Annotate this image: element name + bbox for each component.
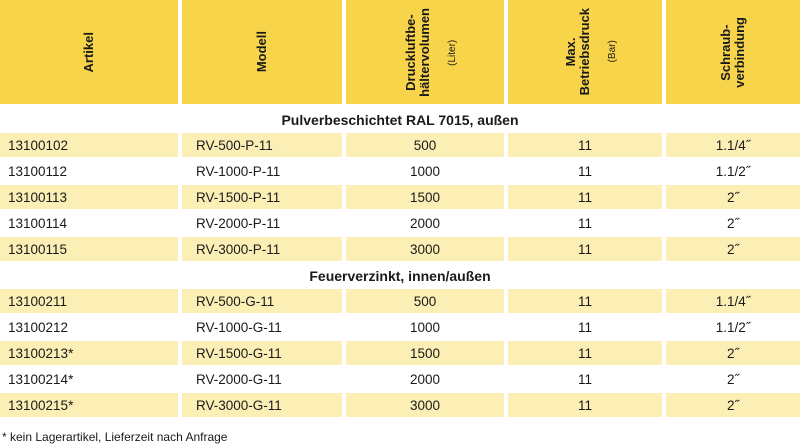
volumen-cell: 500 [346, 133, 504, 157]
schraubverbindung-cell: 2˝ [726, 215, 739, 231]
table-header [0, 0, 800, 104]
betriebsdruck-cell: 11 [577, 319, 592, 335]
modell-cell: RV-1500-G-11 [182, 341, 342, 365]
volumen-cell: 500 [346, 289, 504, 313]
table-row [0, 289, 800, 313]
schraubverbindung-cell: 2˝ [726, 371, 739, 387]
betriebsdruck-cell: 11 [577, 215, 592, 231]
artikel-cell: 13100212 [8, 319, 69, 335]
volumen-cell: 1500 [346, 185, 504, 209]
table-row [0, 185, 800, 209]
artikel-cell: 13100113 [0, 185, 178, 209]
table-row [0, 133, 800, 157]
betriebsdruck-cell: 11 [508, 185, 662, 209]
artikel-cell: 13100213* [0, 341, 178, 365]
volumen-cell: 2000 [409, 215, 441, 231]
table-row [0, 237, 800, 261]
artikel-cell: 13100215* [0, 393, 178, 417]
artikel-cell: 13100211 [0, 289, 178, 313]
table-row [0, 367, 800, 391]
modell-cell: RV-3000-P-11 [182, 237, 342, 261]
table-row [0, 211, 800, 235]
header-artikel-label: Artikel [81, 31, 96, 73]
table-row [0, 159, 800, 183]
modell-cell: RV-1000-G-11 [196, 319, 282, 335]
betriebsdruck-cell: 11 [577, 163, 592, 179]
header-artikel [0, 0, 178, 104]
schraubverbindung-cell: 1.1/2˝ [715, 163, 751, 179]
volumen-cell: 1000 [409, 319, 441, 335]
schraubverbindung-cell: 1.1/4˝ [666, 289, 800, 313]
header-volumen-label: Druckluftbe- hältervolumen [403, 7, 432, 97]
header-schraubverbindung-label: Schraub- verbindung [718, 16, 747, 88]
header-schraubverbindung [666, 0, 800, 104]
schraubverbindung-cell: 2˝ [666, 341, 800, 365]
schraubverbindung-cell: 1.1/2˝ [715, 319, 751, 335]
schraubverbindung-cell: 1.1/4˝ [666, 133, 800, 157]
betriebsdruck-cell: 11 [508, 341, 662, 365]
header-modell [182, 0, 342, 104]
table-row [0, 341, 800, 365]
header-volumen-unit: (Liter) [447, 38, 458, 66]
modell-cell: RV-500-G-11 [182, 289, 342, 313]
volumen-cell: 3000 [346, 393, 504, 417]
schraubverbindung-cell: 2˝ [666, 393, 800, 417]
betriebsdruck-cell: 11 [508, 393, 662, 417]
artikel-cell: 13100112 [8, 163, 68, 179]
header-modell-label: Modell [254, 31, 269, 73]
header-volumen [346, 0, 504, 104]
header-betriebsdruck-label: Max. Betriebsdruck [563, 8, 592, 96]
volumen-cell: 2000 [409, 371, 441, 387]
modell-cell: RV-1500-P-11 [182, 185, 342, 209]
header-betriebsdruck-unit: (Bar) [607, 40, 618, 64]
section-heading: Feuerverzinkt, innen/außen [309, 267, 491, 284]
section-heading: Pulverbeschichtet RAL 7015, außen [281, 111, 519, 128]
modell-cell: RV-500-P-11 [182, 133, 342, 157]
artikel-cell: 13100214* [8, 371, 74, 387]
volumen-cell: 3000 [346, 237, 504, 261]
modell-cell: RV-3000-G-11 [182, 393, 342, 417]
header-betriebsdruck [508, 0, 662, 104]
artikel-cell: 13100102 [0, 133, 178, 157]
footnote: * kein Lagerartikel, Lieferzeit nach Anfrage [2, 430, 228, 444]
volumen-cell: 1000 [409, 163, 441, 179]
betriebsdruck-cell: 11 [508, 289, 662, 313]
betriebsdruck-cell: 11 [508, 237, 662, 261]
modell-cell: RV-2000-P-11 [196, 215, 281, 231]
artikel-cell: 13100115 [0, 237, 178, 261]
table-row [0, 393, 800, 417]
artikel-cell: 13100114 [8, 215, 68, 231]
betriebsdruck-cell: 11 [508, 133, 662, 157]
volumen-cell: 1500 [346, 341, 504, 365]
modell-cell: RV-1000-P-11 [196, 163, 281, 179]
modell-cell: RV-2000-G-11 [196, 371, 282, 387]
schraubverbindung-cell: 2˝ [666, 237, 800, 261]
betriebsdruck-cell: 11 [577, 371, 592, 387]
table-row [0, 315, 800, 339]
schraubverbindung-cell: 2˝ [666, 185, 800, 209]
